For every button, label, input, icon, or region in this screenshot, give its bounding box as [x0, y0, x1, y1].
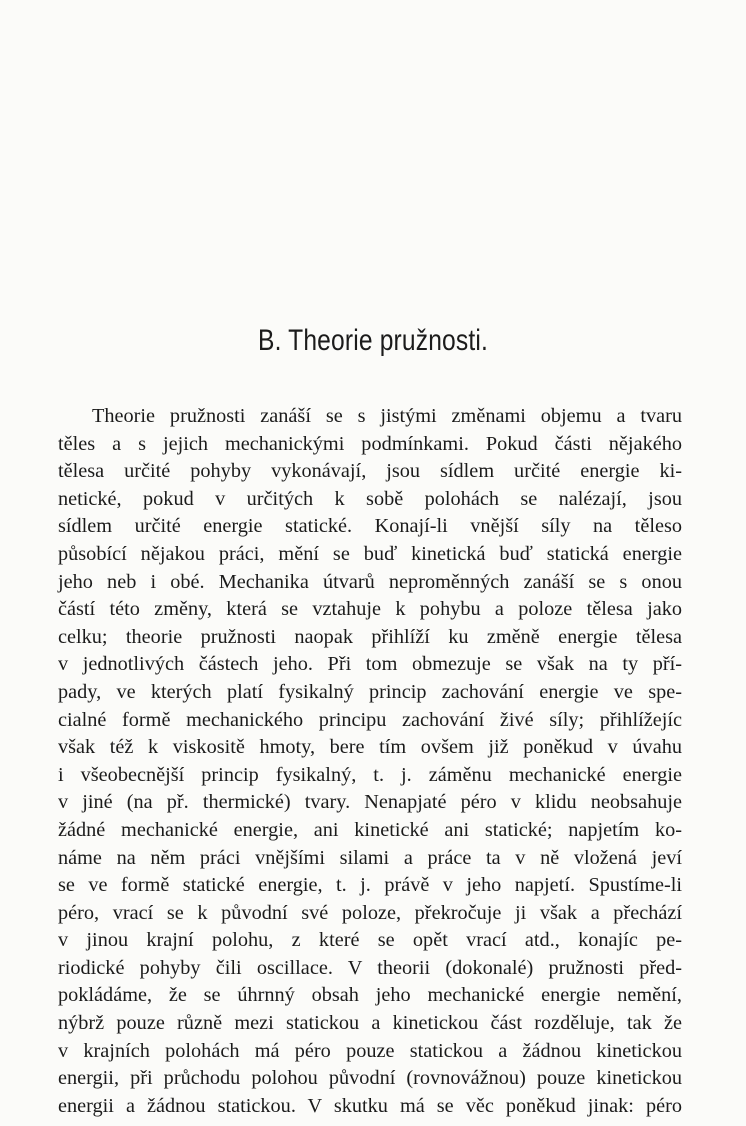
text-line: energii a žádnou statickou. V skutku má se věc poněkud jinak: péro [58, 1094, 682, 1117]
text-line: částí této změny, která se vztahuje k pohybu a poloze tělesa jako [58, 598, 682, 621]
text-line: jeho neb i obé. Mechanika útvarů neproměnných zanáší se s onou [58, 570, 682, 593]
text-line: v jinou krajní polohu, z které se opět vrací atd., konajíc pe- [58, 929, 682, 952]
text-line: riodické pohyby čili oscillace. V theorii (dokonalé) pružnosti před- [58, 956, 682, 979]
text-line: Theorie pružnosti zanáší se s jistými změnami objemu a tvaru [92, 405, 682, 427]
text-line: celku; theorie pružnosti naopak přihlíží ku změně energie tělesa [58, 625, 682, 648]
text-line: pokládáme, že se úhrnný obsah jeho mechanické energie nemění, [58, 984, 682, 1007]
text-line: v jednotlivých částech jeho. Při tom obmezuje se však na ty pří- [58, 653, 682, 676]
text-line: netické, pokud v určitých k sobě polohách se nalézají, jsou [58, 487, 682, 510]
text-line: v krajních polohách má péro pouze statickou a žádnou kinetickou [58, 1039, 682, 1062]
section-title: B. Theorie pružnosti. [258, 324, 488, 357]
text-line: nýbrž pouze různě mezi statickou a kinetickou část rozděluje, tak že [58, 1012, 682, 1035]
text-line: působící nějakou práci, mění se buď kinetická buď statická energie [58, 542, 682, 565]
text-line: žádné mechanické energie, ani kinetické ani statické; napjetím ko- [58, 818, 682, 841]
text-line: péro, vrací se k původní své poloze, překročuje ji však a přechází [58, 901, 682, 924]
text-line: tělesa určité pohyby vykonávají, jsou sídlem určité energie ki- [58, 460, 682, 483]
text-line: však též k viskositě hmoty, bere tím ovšem již poněkud v úvahu [58, 736, 682, 759]
text-line: v jiné (na př. thermické) tvary. Nenapjaté péro v klidu neobsahuje [58, 791, 682, 814]
text-line: i všeobecnější princip fysikalný, t. j. záměnu mechanické energie [58, 763, 682, 786]
text-line: se ve formě statické energie, t. j. právě v jeho napjetí. Spustíme-li [58, 874, 682, 897]
text-line: cialné formě mechanického principu zachování živé síly; přihlížejíc [58, 708, 682, 731]
text-line: náme na něm práci vnějšími silami a práce ta v ně vložená jeví [58, 846, 682, 869]
body-text [58, 403, 682, 1120]
text-line: energii, při průchodu polohou původní (rovnovážnou) pouze kinetickou [58, 1067, 682, 1090]
text-line: pady, ve kterých platí fysikalný princip zachování energie ve spe- [58, 680, 682, 703]
text-line: sídlem určité energie statické. Konají-li vnější síly na těleso [58, 515, 682, 538]
text-line: těles a s jejich mechanickými podmínkami. Pokud části nějakého [58, 432, 682, 455]
